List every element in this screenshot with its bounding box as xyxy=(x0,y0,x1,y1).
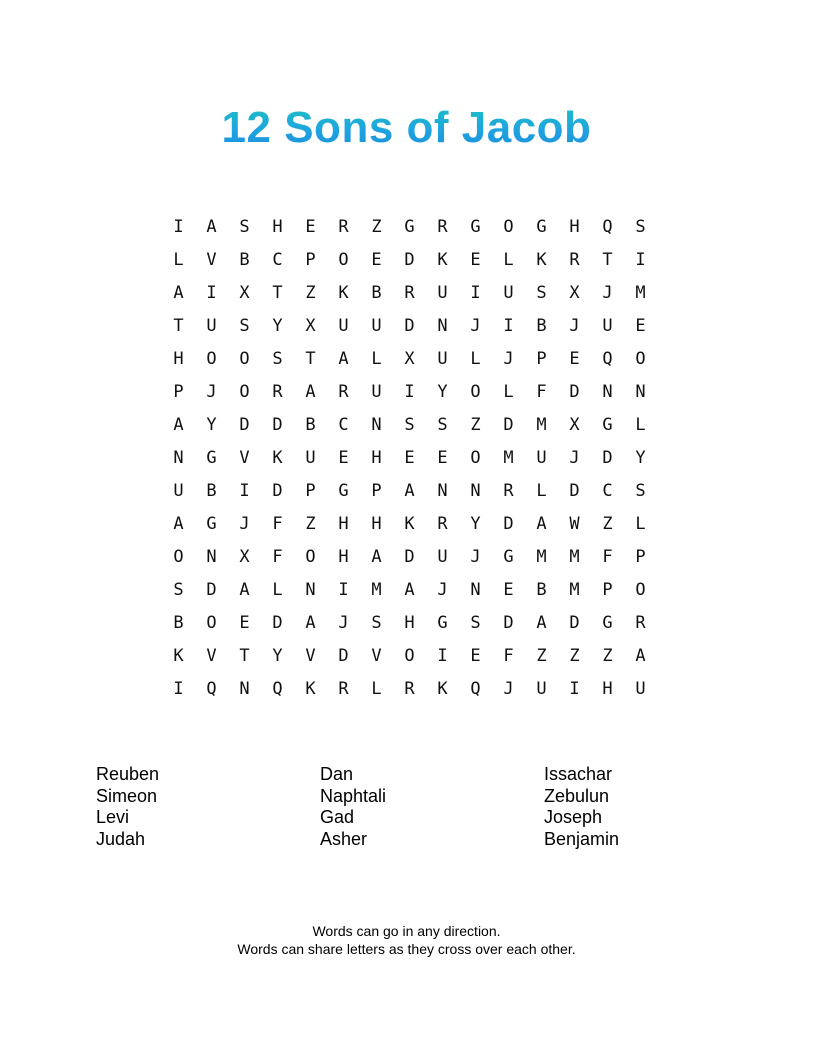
grid-letter: S xyxy=(470,613,481,633)
grid-letter: M xyxy=(371,580,382,600)
grid-letter: A xyxy=(404,580,415,600)
grid-letter: O xyxy=(206,349,217,369)
grid-letter: E xyxy=(338,448,349,468)
grid-letter: R xyxy=(437,217,448,237)
grid-letter: Z xyxy=(470,415,481,435)
grid-letter: I xyxy=(569,679,580,699)
grid-letter: D xyxy=(503,613,514,633)
grid-letter: A xyxy=(536,613,547,633)
grid-letter: X xyxy=(569,415,580,435)
grid-letter: N xyxy=(470,580,481,600)
grid-letter: M xyxy=(503,448,514,468)
word-item: Simeon xyxy=(96,785,158,806)
grid-letter: N xyxy=(437,316,448,336)
grid-letter: D xyxy=(503,514,514,534)
word-item: Dan xyxy=(320,764,354,784)
grid-letter: A xyxy=(371,547,382,567)
grid-letter: B xyxy=(206,481,217,501)
grid-letter: K xyxy=(536,250,547,270)
grid-letter: A xyxy=(206,217,217,237)
grid-letter: I xyxy=(173,679,184,699)
grid-letter: F xyxy=(602,547,613,567)
grid-letter: U xyxy=(206,316,217,336)
grid-letter: I xyxy=(404,382,415,402)
grid-letter: L xyxy=(503,382,514,402)
grid-letter: U xyxy=(437,283,448,303)
grid-letter: B xyxy=(173,613,184,633)
grid-letter: K xyxy=(173,646,184,666)
grid-letter: Y xyxy=(470,514,481,534)
grid-letter: G xyxy=(503,547,514,567)
grid-letter: E xyxy=(305,217,316,237)
grid-letter: Z xyxy=(305,283,316,303)
grid-letter: O xyxy=(338,250,349,270)
word-item: Gad xyxy=(320,807,355,827)
grid-letter: O xyxy=(470,448,481,468)
grid-letter: V xyxy=(305,646,316,666)
grid-letter: R xyxy=(272,382,283,402)
grid-letter: O xyxy=(239,349,250,369)
grid-letter: U xyxy=(437,547,448,567)
grid-letter: X xyxy=(404,349,415,369)
grid-letter: B xyxy=(239,250,250,270)
grid-letter: G xyxy=(404,217,415,237)
grid-letter: N xyxy=(371,415,382,435)
grid-letter: D xyxy=(272,415,283,435)
grid-letter: O xyxy=(404,646,415,666)
grid-letter: U xyxy=(635,679,646,699)
grid-letter: E xyxy=(437,448,448,468)
word-search-grid xyxy=(162,211,657,706)
grid-letter: N xyxy=(239,679,250,699)
grid-letter: O xyxy=(470,382,481,402)
grid-letter: D xyxy=(503,415,514,435)
grid-letter: E xyxy=(239,613,250,633)
grid-letter: S xyxy=(635,217,646,237)
grid-letter: F xyxy=(503,646,514,666)
word-item: Reuben xyxy=(96,764,160,784)
grid-letter: Y xyxy=(437,382,448,402)
grid-letter: D xyxy=(206,580,217,600)
grid-letter: D xyxy=(602,448,613,468)
grid-letter: T xyxy=(239,646,250,666)
grid-letter: K xyxy=(272,448,283,468)
grid-letter: B xyxy=(305,415,316,435)
grid-letter: E xyxy=(470,646,481,666)
grid-letter: A xyxy=(305,613,316,633)
grid-letter: M xyxy=(569,547,580,567)
grid-letter: A xyxy=(173,514,184,534)
instruction-line: Words can go in any direction. xyxy=(312,923,501,939)
grid-letter: L xyxy=(635,415,646,435)
grid-letter: N xyxy=(305,580,316,600)
word-column xyxy=(544,764,744,850)
grid-letter: N xyxy=(602,382,613,402)
grid-letter: G xyxy=(602,613,613,633)
grid-letter: H xyxy=(338,547,349,567)
word-item: Asher xyxy=(320,828,368,849)
grid-letter: I xyxy=(470,283,481,303)
grid-letter: E xyxy=(371,250,382,270)
instruction-line: Words can share letters as they cross over each other. xyxy=(237,941,576,957)
grid-letter: D xyxy=(569,382,580,402)
grid-letter: N xyxy=(470,481,481,501)
grid-letter: L xyxy=(173,250,184,270)
word-item: Joseph xyxy=(544,807,603,827)
grid-letter: W xyxy=(569,514,580,534)
grid-letter: I xyxy=(206,283,217,303)
grid-letter: N xyxy=(206,547,217,567)
grid-letter: A xyxy=(536,514,547,534)
grid-letter: D xyxy=(404,316,415,336)
grid-letter: M xyxy=(635,283,646,303)
grid-letter: X xyxy=(305,316,316,336)
grid-letter: U xyxy=(503,283,514,303)
grid-letter: O xyxy=(173,547,184,567)
page-title: 12 Sons of Jacob xyxy=(0,98,813,158)
grid-letter: R xyxy=(338,217,349,237)
grid-letter: B xyxy=(536,580,547,600)
grid-letter: M xyxy=(536,415,547,435)
grid-letter: U xyxy=(536,679,547,699)
grid-letter: A xyxy=(635,646,646,666)
grid-letter: E xyxy=(503,580,514,600)
grid-letter: U xyxy=(305,448,316,468)
grid-letter: A xyxy=(338,349,349,369)
grid-letter: L xyxy=(371,349,382,369)
grid-letter: T xyxy=(305,349,316,369)
grid-letter: J xyxy=(470,547,481,567)
grid-letter: H xyxy=(371,448,382,468)
grid-letter: U xyxy=(338,316,349,336)
grid-letter: U xyxy=(371,382,382,402)
grid-letter: L xyxy=(272,580,283,600)
grid-letter: J xyxy=(569,448,580,468)
grid-letter: I xyxy=(338,580,349,600)
grid-letter: B xyxy=(536,316,547,336)
grid-letter: R xyxy=(635,613,646,633)
grid-letter: S xyxy=(404,415,415,435)
grid-letter: N xyxy=(635,382,646,402)
grid-letter: Q xyxy=(602,349,613,369)
grid-letter: Z xyxy=(305,514,316,534)
word-item: Judah xyxy=(96,828,146,849)
grid-letter: T xyxy=(602,250,613,270)
grid-letter: O xyxy=(503,217,514,237)
grid-letter: D xyxy=(569,613,580,633)
grid-letter: J xyxy=(602,283,613,303)
grid-letter: O xyxy=(635,349,646,369)
grid-letter: P xyxy=(305,250,316,270)
grid-letter: A xyxy=(404,481,415,501)
grid-letter: G xyxy=(206,514,217,534)
grid-letter: O xyxy=(206,613,217,633)
grid-letter: H xyxy=(371,514,382,534)
grid-letter: K xyxy=(437,679,448,699)
word-item: Zebulun xyxy=(544,785,610,806)
grid-letter: R xyxy=(404,283,415,303)
grid-letter: J xyxy=(206,382,217,402)
grid-letter: H xyxy=(338,514,349,534)
grid-letter: P xyxy=(305,481,316,501)
grid-letter: Z xyxy=(536,646,547,666)
grid-letter: E xyxy=(470,250,481,270)
grid-letter: S xyxy=(173,580,184,600)
grid-letter: G xyxy=(437,613,448,633)
grid-letter: M xyxy=(536,547,547,567)
grid-letter: Q xyxy=(470,679,481,699)
grid-letter: K xyxy=(305,679,316,699)
grid-letter: Y xyxy=(272,316,283,336)
word-item: Issachar xyxy=(544,764,613,784)
grid-letter: N xyxy=(173,448,184,468)
grid-letter: S xyxy=(371,613,382,633)
grid-letter: V xyxy=(206,646,217,666)
grid-letter: A xyxy=(239,580,250,600)
grid-letter: L xyxy=(503,250,514,270)
grid-letter: X xyxy=(239,283,250,303)
grid-letter: H xyxy=(173,349,184,369)
grid-letter: Q xyxy=(272,679,283,699)
grid-letter: N xyxy=(437,481,448,501)
grid-letter: U xyxy=(173,481,184,501)
grid-letter: S xyxy=(272,349,283,369)
grid-letter: F xyxy=(536,382,547,402)
grid-letter: L xyxy=(470,349,481,369)
grid-letter: R xyxy=(338,382,349,402)
grid-letter: F xyxy=(272,514,283,534)
grid-letter: C xyxy=(602,481,613,501)
grid-letter: K xyxy=(437,250,448,270)
grid-letter: Z xyxy=(602,646,613,666)
grid-letter: O xyxy=(635,580,646,600)
grid-letter: R xyxy=(437,514,448,534)
grid-letter: S xyxy=(239,217,250,237)
grid-letter: G xyxy=(602,415,613,435)
grid-letter: F xyxy=(272,547,283,567)
grid-letter: I xyxy=(503,316,514,336)
grid-letter: S xyxy=(536,283,547,303)
grid-letter: S xyxy=(437,415,448,435)
word-column xyxy=(320,764,520,850)
grid-letter: E xyxy=(404,448,415,468)
grid-letter: D xyxy=(404,250,415,270)
grid-letter: J xyxy=(239,514,250,534)
grid-letter: X xyxy=(239,547,250,567)
grid-letter: G xyxy=(536,217,547,237)
grid-letter: A xyxy=(305,382,316,402)
grid-letter: T xyxy=(173,316,184,336)
grid-letter: M xyxy=(569,580,580,600)
grid-letter: D xyxy=(569,481,580,501)
grid-letter: L xyxy=(635,514,646,534)
grid-letter: R xyxy=(338,679,349,699)
grid-letter: R xyxy=(404,679,415,699)
grid-letter: D xyxy=(239,415,250,435)
grid-letter: I xyxy=(635,250,646,270)
grid-letter: T xyxy=(272,283,283,303)
grid-letter: C xyxy=(338,415,349,435)
grid-letter: E xyxy=(569,349,580,369)
grid-letter: G xyxy=(338,481,349,501)
grid-letter: G xyxy=(470,217,481,237)
grid-letter: H xyxy=(272,217,283,237)
grid-letter: J xyxy=(338,613,349,633)
grid-letter: O xyxy=(305,547,316,567)
grid-letter: Q xyxy=(206,679,217,699)
word-item: Levi xyxy=(96,807,130,827)
grid-letter: P xyxy=(635,547,646,567)
grid-letter: J xyxy=(569,316,580,336)
grid-letter: P xyxy=(536,349,547,369)
grid-letter: C xyxy=(272,250,283,270)
grid-letter: J xyxy=(503,679,514,699)
grid-letter: P xyxy=(602,580,613,600)
grid-letter: A xyxy=(173,415,184,435)
grid-letter: P xyxy=(371,481,382,501)
grid-letter: J xyxy=(503,349,514,369)
grid-letter: A xyxy=(173,283,184,303)
grid-letter: S xyxy=(635,481,646,501)
instructions xyxy=(0,922,813,958)
grid-letter: B xyxy=(371,283,382,303)
grid-letter: E xyxy=(635,316,646,336)
grid-letter: O xyxy=(239,382,250,402)
grid-letter: Y xyxy=(206,415,217,435)
grid-letter: Y xyxy=(272,646,283,666)
grid-letter: L xyxy=(536,481,547,501)
grid-letter: P xyxy=(173,382,184,402)
grid-letter: D xyxy=(404,547,415,567)
grid-letter: Q xyxy=(602,217,613,237)
grid-letter: U xyxy=(371,316,382,336)
grid-letter: S xyxy=(239,316,250,336)
grid-letter: Z xyxy=(602,514,613,534)
grid-letter: R xyxy=(503,481,514,501)
grid-letter: L xyxy=(371,679,382,699)
grid-letter: H xyxy=(404,613,415,633)
word-column xyxy=(96,764,296,850)
grid-letter: J xyxy=(437,580,448,600)
grid-letter: V xyxy=(239,448,250,468)
grid-letter: D xyxy=(338,646,349,666)
grid-letter: I xyxy=(437,646,448,666)
grid-letter: J xyxy=(470,316,481,336)
word-item: Benjamin xyxy=(544,828,620,849)
grid-letter: U xyxy=(602,316,613,336)
word-item: Naphtali xyxy=(320,785,387,806)
grid-letter: H xyxy=(569,217,580,237)
grid-letter: I xyxy=(239,481,250,501)
grid-letter: K xyxy=(404,514,415,534)
grid-letter: V xyxy=(371,646,382,666)
grid-letter: G xyxy=(206,448,217,468)
grid-letter: R xyxy=(569,250,580,270)
grid-letter: K xyxy=(338,283,349,303)
grid-letter: Y xyxy=(635,448,646,468)
grid-letter: X xyxy=(569,283,580,303)
grid-letter: Z xyxy=(569,646,580,666)
grid-letter: Z xyxy=(371,217,382,237)
grid-letter: U xyxy=(536,448,547,468)
grid-letter: H xyxy=(602,679,613,699)
grid-letter: D xyxy=(272,613,283,633)
grid-letter: I xyxy=(173,217,184,237)
grid-letter: V xyxy=(206,250,217,270)
grid-letter: U xyxy=(437,349,448,369)
grid-letter: D xyxy=(272,481,283,501)
